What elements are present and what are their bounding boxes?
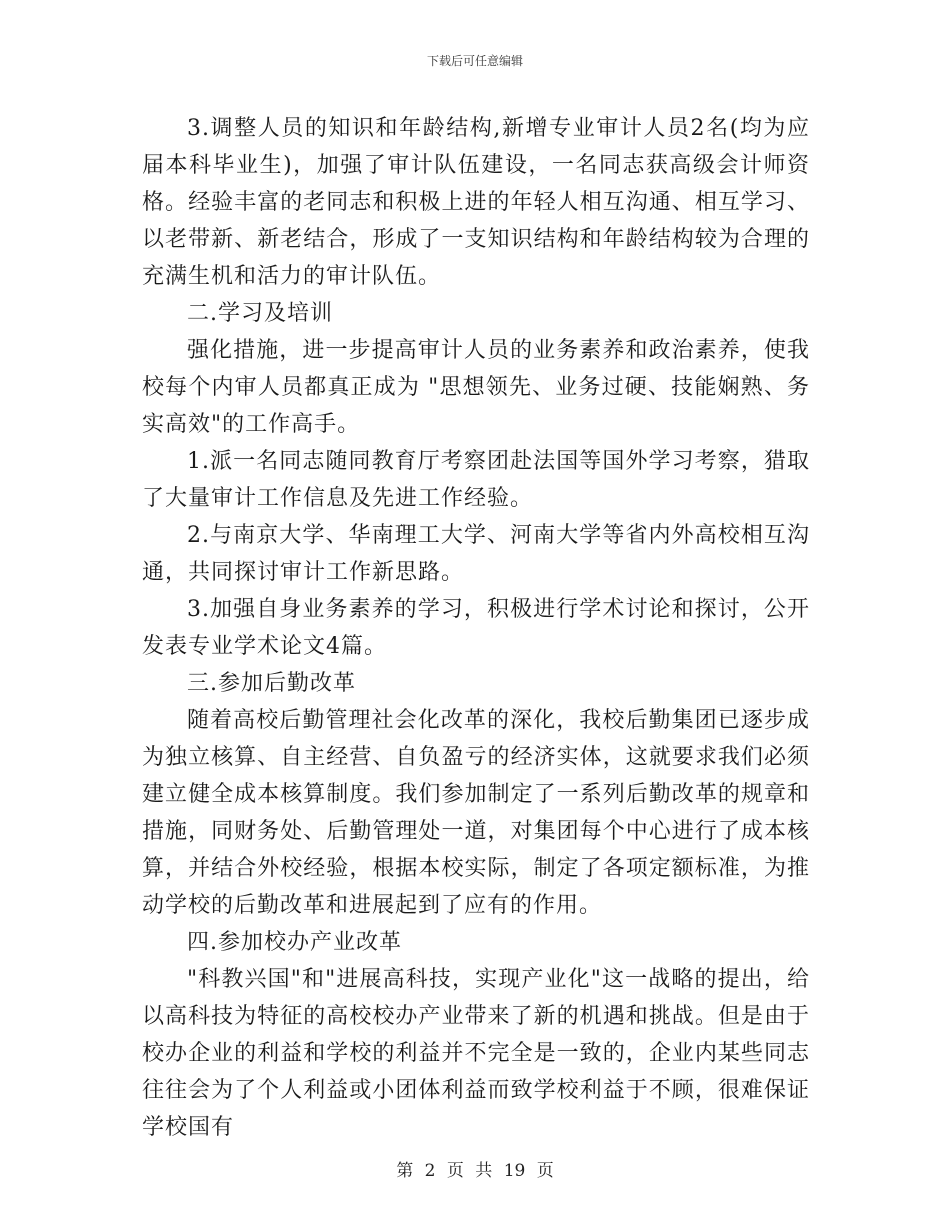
- page-header: 下载后可任意编辑: [426, 54, 523, 68]
- paragraph: 随着高校后勤管理社会化改革的深化，我校后勤集团已逐步成为独立核算、自主经营、自负盈亏的经济实体，这就要求我们必须建立健全成本核算制度。我们参加制定了一系列后勤改革的规章和措施，同财务处、后勤管理处一道，对集团每个中心进行了成本核算，并结合外校经验，根据本校实际，制定了各项定额标准，为推动学校的后勤改革和进展起到了应有的作用。: [142, 708, 810, 918]
- section-heading: 四.参加校办产业改革: [187, 930, 402, 955]
- section-heading: 二.学习及培训: [187, 301, 333, 326]
- paragraph: "科教兴国"和"进展高科技，实现产业化"这一战略的提出，给以高科技为特征的高校校办产业带来了新的机遇和挑战。但是由于校办企业的利益和学校的利益并不完全是一致的，企业内某些同志往往会为了个人利益或小团体利益而致学校利益于不顾，很难保证学校国有: [142, 967, 810, 1140]
- paragraph: 2.与南京大学、华南理工大学、河南大学等省内外高校相互沟通，共同探讨审计工作新思路。: [142, 523, 810, 585]
- section-heading: 三.参加后勤改革: [187, 671, 356, 696]
- document-body: [142, 110, 810, 1146]
- paragraph: 强化措施，进一步提高审计人员的业务素养和政治素养，使我校每个内审人员都真正成为 "思想领先、业务过硬、技能娴熟、务实高效"的工作高手。: [142, 338, 810, 437]
- paragraph: 3.调整人员的知识和年龄结构,新增专业审计人员2名(均为应届本科毕业生)，加强了审计队伍建设，一名同志获高级会计师资格。经验丰富的老同志和积极上进的年轻人相互沟通、相互学习、以老带新、新老结合，形成了一支知识结构和年龄结构较为合理的充满生机和活力的审计队伍。: [142, 116, 810, 289]
- paragraph: 3.加强自身业务素养的学习，积极进行学术讨论和探讨，公开发表专业学术论文4篇。: [142, 597, 810, 659]
- page-number: 第 2 页 共 19 页: [396, 1161, 554, 1181]
- paragraph: 1.派一名同志随同教育厅考察团赴法国等国外学习考察，猎取了大量审计工作信息及先进工作经验。: [142, 449, 810, 511]
